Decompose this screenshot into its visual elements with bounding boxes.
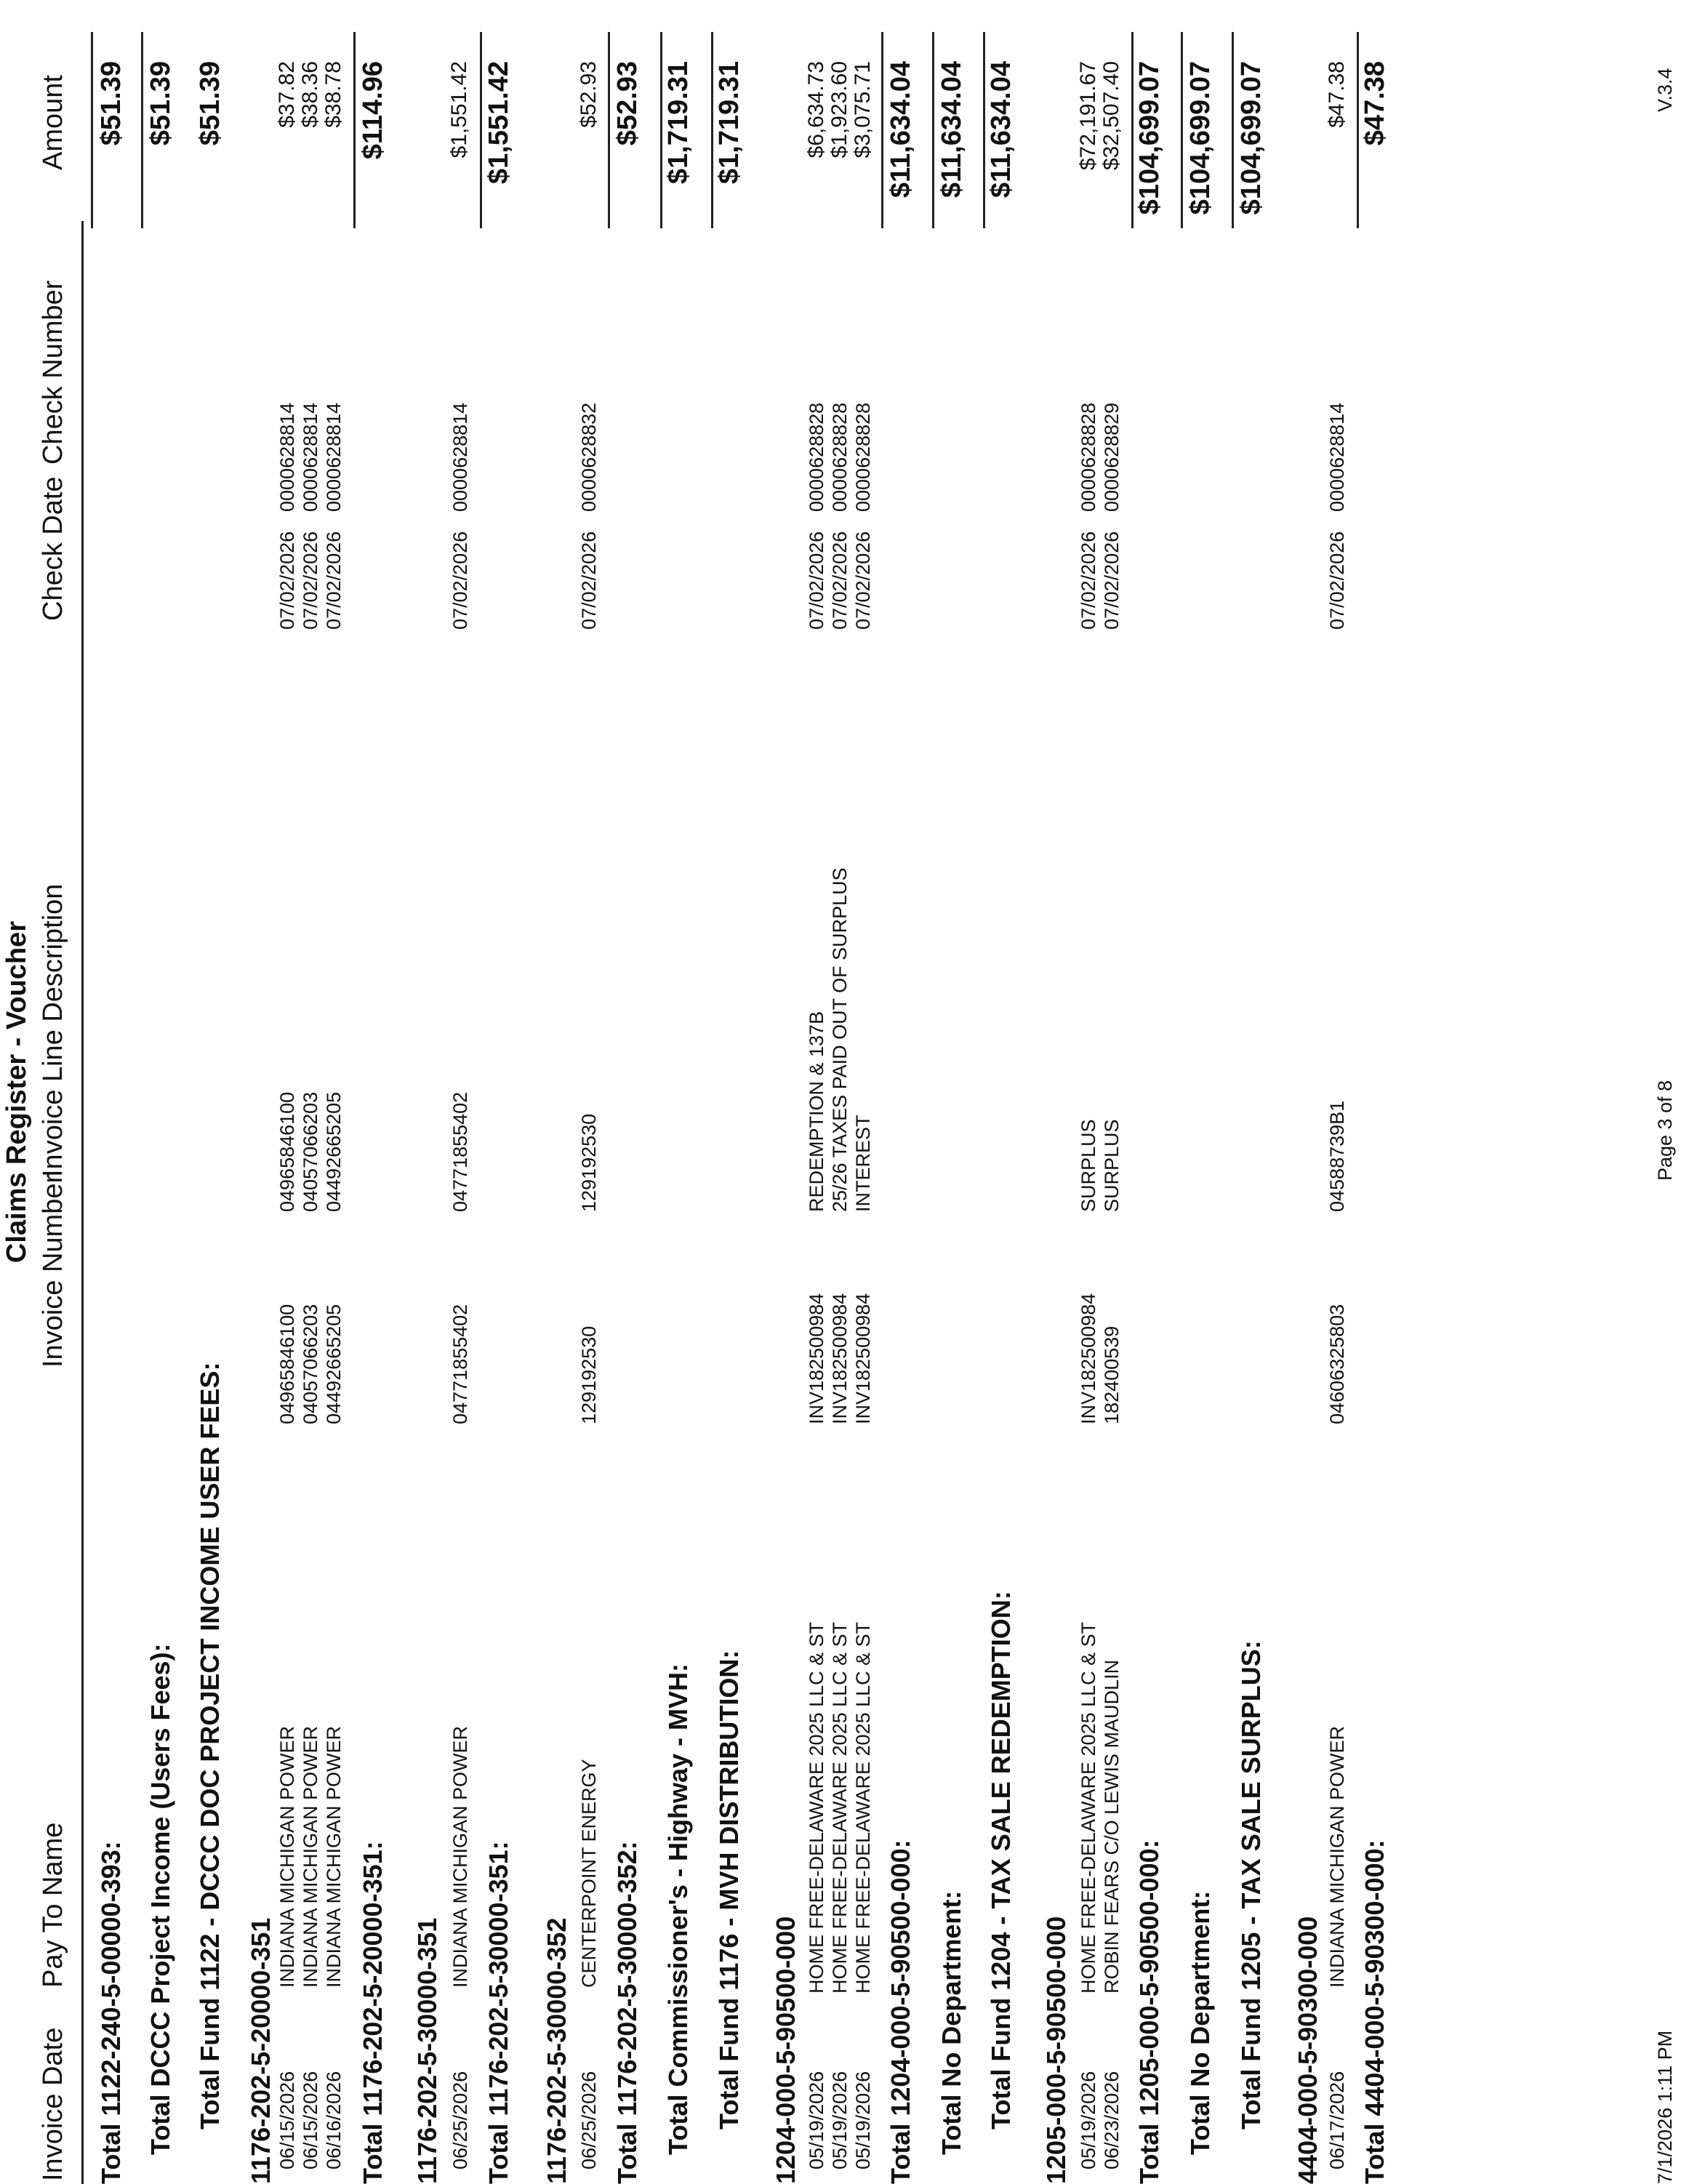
row-check-date: 07/02/2026 xyxy=(323,531,345,630)
col-header-amount: Amount xyxy=(38,75,68,170)
row-invoice-date: 05/19/2026 xyxy=(1078,2071,1099,2169)
row-check-number: 0000628828 xyxy=(829,402,851,512)
account-heading: 1204-000-5-90500-000 xyxy=(771,1916,801,2184)
total-rule xyxy=(881,32,883,228)
account-total: Total 1176-202-5-20000-351: xyxy=(358,1841,388,2184)
account-total: Total 1176-202-5-30000-351: xyxy=(484,1841,513,2184)
report-title: Claims Register - Voucher xyxy=(1,920,32,1264)
total-amount: $51.39 xyxy=(195,61,225,146)
row-line-description: 04057066203 xyxy=(300,1091,321,1212)
row-check-number: 0000628828 xyxy=(852,402,874,512)
account-heading: 1176-202-5-30000-351 xyxy=(412,1917,442,2184)
total-rule xyxy=(1232,32,1234,228)
row-check-date: 07/02/2026 xyxy=(852,531,874,630)
row-invoice-number: 04057066203 xyxy=(300,1304,321,1424)
row-invoice-date: 05/19/2026 xyxy=(852,2071,874,2169)
total-rule xyxy=(1131,32,1134,228)
total-rule xyxy=(608,32,610,228)
row-invoice-number: 04492665205 xyxy=(323,1304,345,1424)
row-line-description: SURPLUS xyxy=(1078,1119,1099,1212)
row-amount: $38.78 xyxy=(321,61,345,128)
row-check-number: 0000628814 xyxy=(323,402,345,512)
row-check-number: 0000628832 xyxy=(578,402,600,512)
row-amount: $3,075.71 xyxy=(851,61,875,158)
row-pay-to-name: INDIANA MICHIGAN POWER xyxy=(449,1725,471,1988)
row-pay-to-name: HOME FREE-DELAWARE 2025 LLC & ST xyxy=(852,1621,874,1994)
col-header-line-description: Invoice Line Description xyxy=(38,883,68,1177)
account-heading: 1176-202-5-30000-352 xyxy=(542,1917,571,2184)
row-check-date: 07/02/2026 xyxy=(806,531,827,630)
row-line-description: 04588739B1 xyxy=(1326,1100,1348,1212)
total-amount: $104,699.07 xyxy=(1185,61,1216,215)
row-check-number: 0000628829 xyxy=(1101,402,1123,512)
total-amount: $52.93 xyxy=(612,61,643,146)
account-total: Total 1205-000-5-90500-000: xyxy=(1134,1839,1164,2184)
account-heading: 4404-000-5-90300-000 xyxy=(1293,1916,1323,2184)
row-amount: $72,191.67 xyxy=(1076,61,1100,171)
row-line-description: 04771855402 xyxy=(449,1091,471,1212)
row-check-number: 0000628814 xyxy=(1326,402,1348,512)
fund-total: Total Fund 1205 - TAX SALE SURPLUS: xyxy=(1236,1640,1266,2129)
row-check-date: 07/02/2026 xyxy=(578,531,600,630)
row-invoice-date: 06/17/2026 xyxy=(1326,2071,1348,2169)
row-pay-to-name: INDIANA MICHIGAN POWER xyxy=(323,1725,345,1988)
row-check-date: 07/02/2026 xyxy=(300,531,321,630)
row-pay-to-name: HOME FREE-DELAWARE 2025 LLC & ST xyxy=(1078,1621,1099,1994)
total-rule xyxy=(711,32,713,228)
total-rule xyxy=(1181,32,1183,228)
total-rule xyxy=(480,32,482,228)
account-total: Total 4404-000-5-90300-000: xyxy=(1360,1839,1389,2184)
total-amount: $51.39 xyxy=(145,61,176,146)
row-invoice-number: INV182500984 xyxy=(829,1293,851,1424)
col-header-pay-to-name: Pay To Name xyxy=(38,1822,68,1988)
account-total: Total 1122-240-5-00000-393: xyxy=(96,1841,126,2184)
account-total: Total 1176-202-5-30000-352: xyxy=(612,1841,642,2184)
total-amount: $11,634.04 xyxy=(986,61,1016,198)
fund-total: Total Fund 1204 - TAX SALE REDEMPTION: xyxy=(986,1591,1016,2129)
row-amount: $6,634.73 xyxy=(804,61,828,158)
row-invoice-number: INV182500984 xyxy=(806,1293,827,1424)
col-header-check-number: Check Number xyxy=(38,280,68,465)
row-amount: $47.38 xyxy=(1325,61,1349,128)
row-invoice-number: 182400539 xyxy=(1101,1325,1123,1424)
total-rule xyxy=(983,32,985,228)
row-check-date: 07/02/2026 xyxy=(1101,531,1123,630)
row-invoice-number: INV182500984 xyxy=(852,1293,874,1424)
total-amount: $1,719.31 xyxy=(663,61,694,185)
row-invoice-date: 06/23/2026 xyxy=(1101,2071,1123,2169)
total-amount: $1,719.31 xyxy=(714,61,745,185)
row-amount: $37.82 xyxy=(275,61,299,128)
total-rule xyxy=(353,32,356,228)
row-check-number: 0000628814 xyxy=(276,402,298,512)
row-check-date: 07/02/2026 xyxy=(1326,531,1348,630)
row-check-number: 0000628828 xyxy=(1078,402,1099,512)
row-check-date: 07/02/2026 xyxy=(449,531,471,630)
row-invoice-number: 129192530 xyxy=(578,1325,600,1424)
row-check-number: 0000628814 xyxy=(300,402,321,512)
row-invoice-number: 04771855402 xyxy=(449,1304,471,1424)
department-total: Total No Department: xyxy=(936,1890,966,2155)
row-line-description: 04965846100 xyxy=(276,1091,298,1212)
total-amount: $47.38 xyxy=(1360,61,1390,146)
row-invoice-date: 06/15/2026 xyxy=(276,2071,298,2169)
total-rule xyxy=(1357,32,1359,228)
row-amount: $1,923.60 xyxy=(827,61,851,158)
row-check-date: 07/02/2026 xyxy=(829,531,851,630)
row-line-description: 129192530 xyxy=(578,1113,600,1212)
row-invoice-number: INV182500984 xyxy=(1078,1293,1099,1424)
row-invoice-date: 06/25/2026 xyxy=(578,2071,600,2169)
row-invoice-date: 06/25/2026 xyxy=(449,2071,471,2169)
department-total: Total Commissioner's - Highway - MVH: xyxy=(663,1663,693,2155)
row-check-date: 07/02/2026 xyxy=(1078,531,1099,630)
row-invoice-date: 05/19/2026 xyxy=(806,2071,827,2169)
total-rule xyxy=(660,32,662,228)
col-header-invoice-date: Invoice Date xyxy=(38,2027,68,2181)
row-pay-to-name: HOME FREE-DELAWARE 2025 LLC & ST xyxy=(829,1621,851,1994)
total-rule xyxy=(91,32,93,228)
row-amount: $32,507.40 xyxy=(1099,61,1123,171)
row-line-description: INTEREST xyxy=(852,1115,874,1212)
row-invoice-date: 05/19/2026 xyxy=(829,2071,851,2169)
row-check-number: 0000628828 xyxy=(806,402,827,512)
row-line-description: SURPLUS xyxy=(1101,1119,1123,1212)
row-pay-to-name: INDIANA MICHIGAN POWER xyxy=(1326,1725,1348,1988)
row-line-description: 25/26 TAXES PAID OUT OF SURPLUS xyxy=(829,867,851,1212)
row-amount: $52.93 xyxy=(577,61,601,128)
row-pay-to-name: ROBIN FEARS C/O LEWIS MAUDLIN xyxy=(1101,1659,1123,1994)
row-line-description: REDEMPTION & 137B xyxy=(806,1011,827,1212)
row-amount: $1,551.42 xyxy=(447,61,471,158)
account-heading: 1176-202-5-20000-351 xyxy=(246,1917,276,2184)
row-line-description: 04492665205 xyxy=(323,1091,345,1212)
fund-total: Total Fund 1176 - MVH DISTRIBUTION: xyxy=(714,1650,744,2129)
header-rule xyxy=(81,221,84,2184)
row-check-date: 07/02/2026 xyxy=(276,531,298,630)
row-pay-to-name: CENTERPOINT ENERGY xyxy=(578,1759,600,1988)
col-header-check-date: Check Date xyxy=(38,476,68,621)
printed-timestamp: 7/1/2026 1:11 PM xyxy=(1654,2030,1676,2184)
col-header-invoice-number: Invoice Number xyxy=(38,1173,68,1368)
total-amount: $114.96 xyxy=(358,61,388,160)
total-amount: $1,551.42 xyxy=(484,61,514,185)
row-pay-to-name: HOME FREE-DELAWARE 2025 LLC & ST xyxy=(806,1621,827,1994)
account-total: Total 1204-000-5-90500-000: xyxy=(886,1839,915,2184)
fund-total: Total Fund 1122 - DCCC DOC PROJECT INCOME USER FEES: xyxy=(195,1362,225,2129)
total-amount: $104,699.07 xyxy=(1236,61,1267,215)
department-total: Total DCCC Project Income (Users Fees): xyxy=(145,1643,175,2155)
report-version: V.3.4 xyxy=(1654,68,1676,112)
total-rule xyxy=(141,32,143,228)
row-amount: $38.36 xyxy=(298,61,322,128)
page-number: Page 3 of 8 xyxy=(1654,1080,1676,1181)
row-pay-to-name: INDIANA MICHIGAN POWER xyxy=(300,1725,321,1988)
row-invoice-date: 06/16/2026 xyxy=(323,2071,345,2169)
row-pay-to-name: INDIANA MICHIGAN POWER xyxy=(276,1725,298,1988)
row-invoice-number: 04965846100 xyxy=(276,1304,298,1424)
total-amount: $11,634.04 xyxy=(936,61,967,198)
row-invoice-number: 04606325803 xyxy=(1326,1304,1348,1424)
total-amount: $11,634.04 xyxy=(886,61,916,198)
account-heading: 1205-000-5-90500-000 xyxy=(1041,1916,1071,2184)
row-invoice-date: 06/15/2026 xyxy=(300,2071,321,2169)
total-rule xyxy=(932,32,934,228)
total-amount: $51.39 xyxy=(96,61,127,146)
total-amount: $104,699.07 xyxy=(1134,61,1165,215)
row-check-number: 0000628814 xyxy=(449,402,471,512)
department-total: Total No Department: xyxy=(1185,1890,1215,2155)
